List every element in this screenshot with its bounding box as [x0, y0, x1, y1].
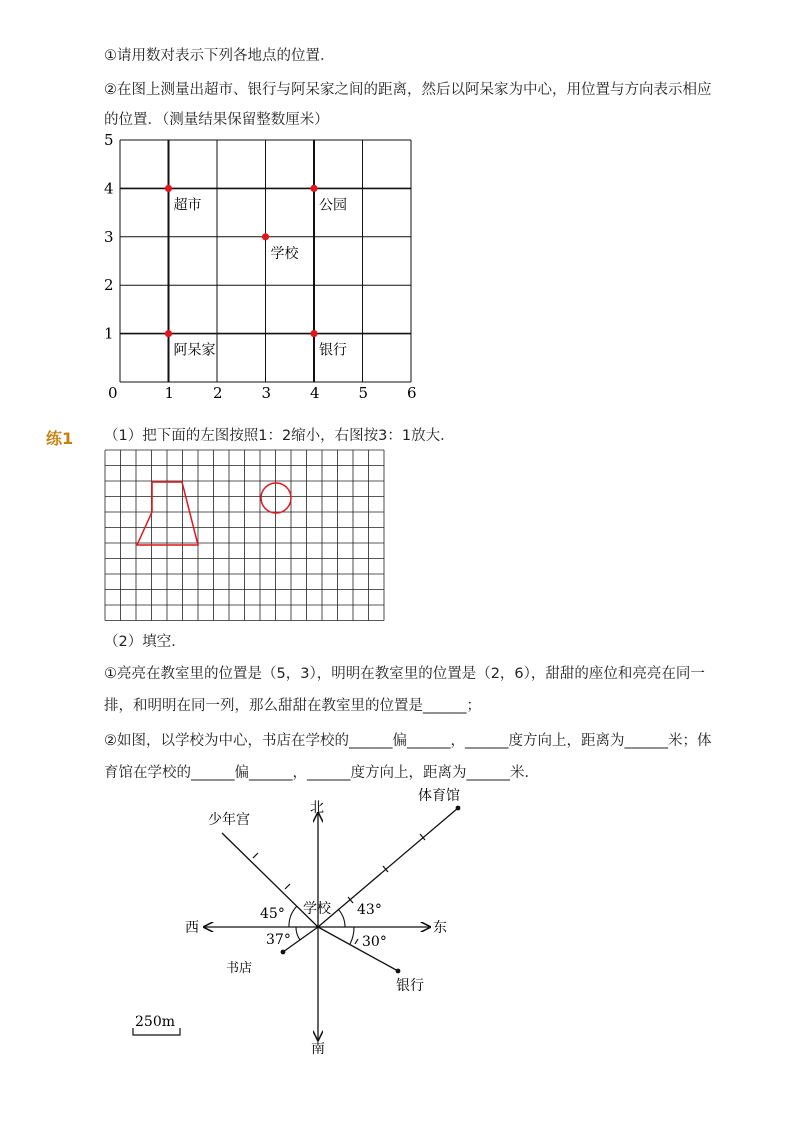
y-tick-label: 1 [104, 324, 114, 343]
angle-arc-37 [296, 927, 300, 940]
square-grid-lines [105, 450, 384, 621]
angle-label-45: 45° [260, 906, 285, 922]
x-tick-label: 0 [108, 384, 118, 402]
grid-tick-labels [104, 131, 417, 402]
intro-line-1: ①请用数对表示下列各地点的位置． [104, 48, 335, 64]
exercise-label: 练1 [46, 429, 74, 448]
question-2-line-1: ②如图，以学校为中心，书店在学校的______偏______，______度方向上，距离为______米；体 [104, 733, 712, 749]
bank-dot [396, 969, 401, 974]
x-tick-label: 5 [358, 384, 369, 402]
exercise-part-1: （1）把下面的左图按照1：2缩小，右图按3：1放大． [104, 428, 455, 444]
center-label: 学校 [303, 901, 331, 917]
y-tick-label: 4 [104, 179, 114, 198]
question-1-line-2: 排，和明明在同一列，那么甜甜在教室里的位置是______； [104, 698, 481, 714]
ray-tick [253, 853, 258, 858]
y-tick-label: 2 [104, 276, 114, 295]
north-label: 北 [310, 800, 324, 816]
grid-point [262, 233, 269, 240]
exercise-part-2: （2）填空． [104, 634, 186, 650]
question-1-line-1: ①亮亮在教室里的位置是（5，3），明明在教室里的位置是（2，6），甜甜的座位和亮亮在同一 [104, 666, 705, 682]
y-tick-label: 3 [104, 227, 114, 246]
grid-point [310, 185, 317, 192]
drawing-grid [100, 446, 390, 630]
y-tick-label: 5 [104, 131, 114, 149]
scale-label: 250m [135, 1014, 175, 1030]
intro-line-3: 的位置．（测量结果保留整数厘米） [104, 112, 329, 128]
gym-dot [456, 806, 461, 811]
angle-label-37: 37° [266, 932, 291, 948]
angle-arc-45 [289, 906, 297, 927]
grid-points [165, 185, 347, 359]
west-label: 西 [185, 920, 199, 936]
question-2-line-2: 育馆在学校的______偏______，______度方向上，距离为______米． [104, 765, 539, 781]
grid-point [310, 330, 317, 337]
x-tick-label: 6 [407, 384, 417, 402]
angle-label-43: 43° [357, 902, 382, 918]
angle-label-30: 30° [362, 934, 387, 950]
ray-tick [285, 884, 290, 889]
grid-point-label: 超市 [173, 197, 202, 214]
bank-label: 银行 [396, 978, 424, 994]
south-label: 南 [311, 1041, 325, 1057]
grid-lines [120, 140, 411, 382]
x-tick-label: 1 [164, 384, 175, 402]
intro-line-2: ②在图上测量出超市、银行与阿呆家之间的距离，然后以阿呆家为中心，用位置与方向表示相应 [104, 82, 712, 98]
coordinate-grid [95, 128, 425, 403]
angle-arc-43 [338, 909, 345, 927]
grid-point-label: 银行 [319, 342, 347, 359]
x-tick-label: 3 [261, 384, 272, 402]
angle-arc-30 [350, 927, 354, 944]
youth-palace-label: 少年宫 [208, 812, 250, 828]
grid-point [165, 185, 172, 192]
gym-label: 体育馆 [418, 788, 460, 804]
x-tick-label: 4 [310, 384, 320, 402]
east-label: 东 [433, 920, 447, 936]
ray-tick [355, 939, 358, 944]
ray-gym [318, 808, 458, 927]
grid-point-label: 学校 [270, 245, 299, 262]
compass-diagram [120, 780, 470, 1070]
x-tick-label: 2 [213, 384, 223, 402]
trapezoid-shape [137, 482, 198, 545]
bookstore-dot [281, 950, 286, 955]
grid-point [165, 330, 172, 337]
bookstore-label: 书店 [226, 961, 253, 976]
grid-point-label: 公园 [319, 197, 347, 214]
circle-shape [261, 483, 291, 513]
grid-point-label: 阿呆家 [173, 342, 216, 359]
